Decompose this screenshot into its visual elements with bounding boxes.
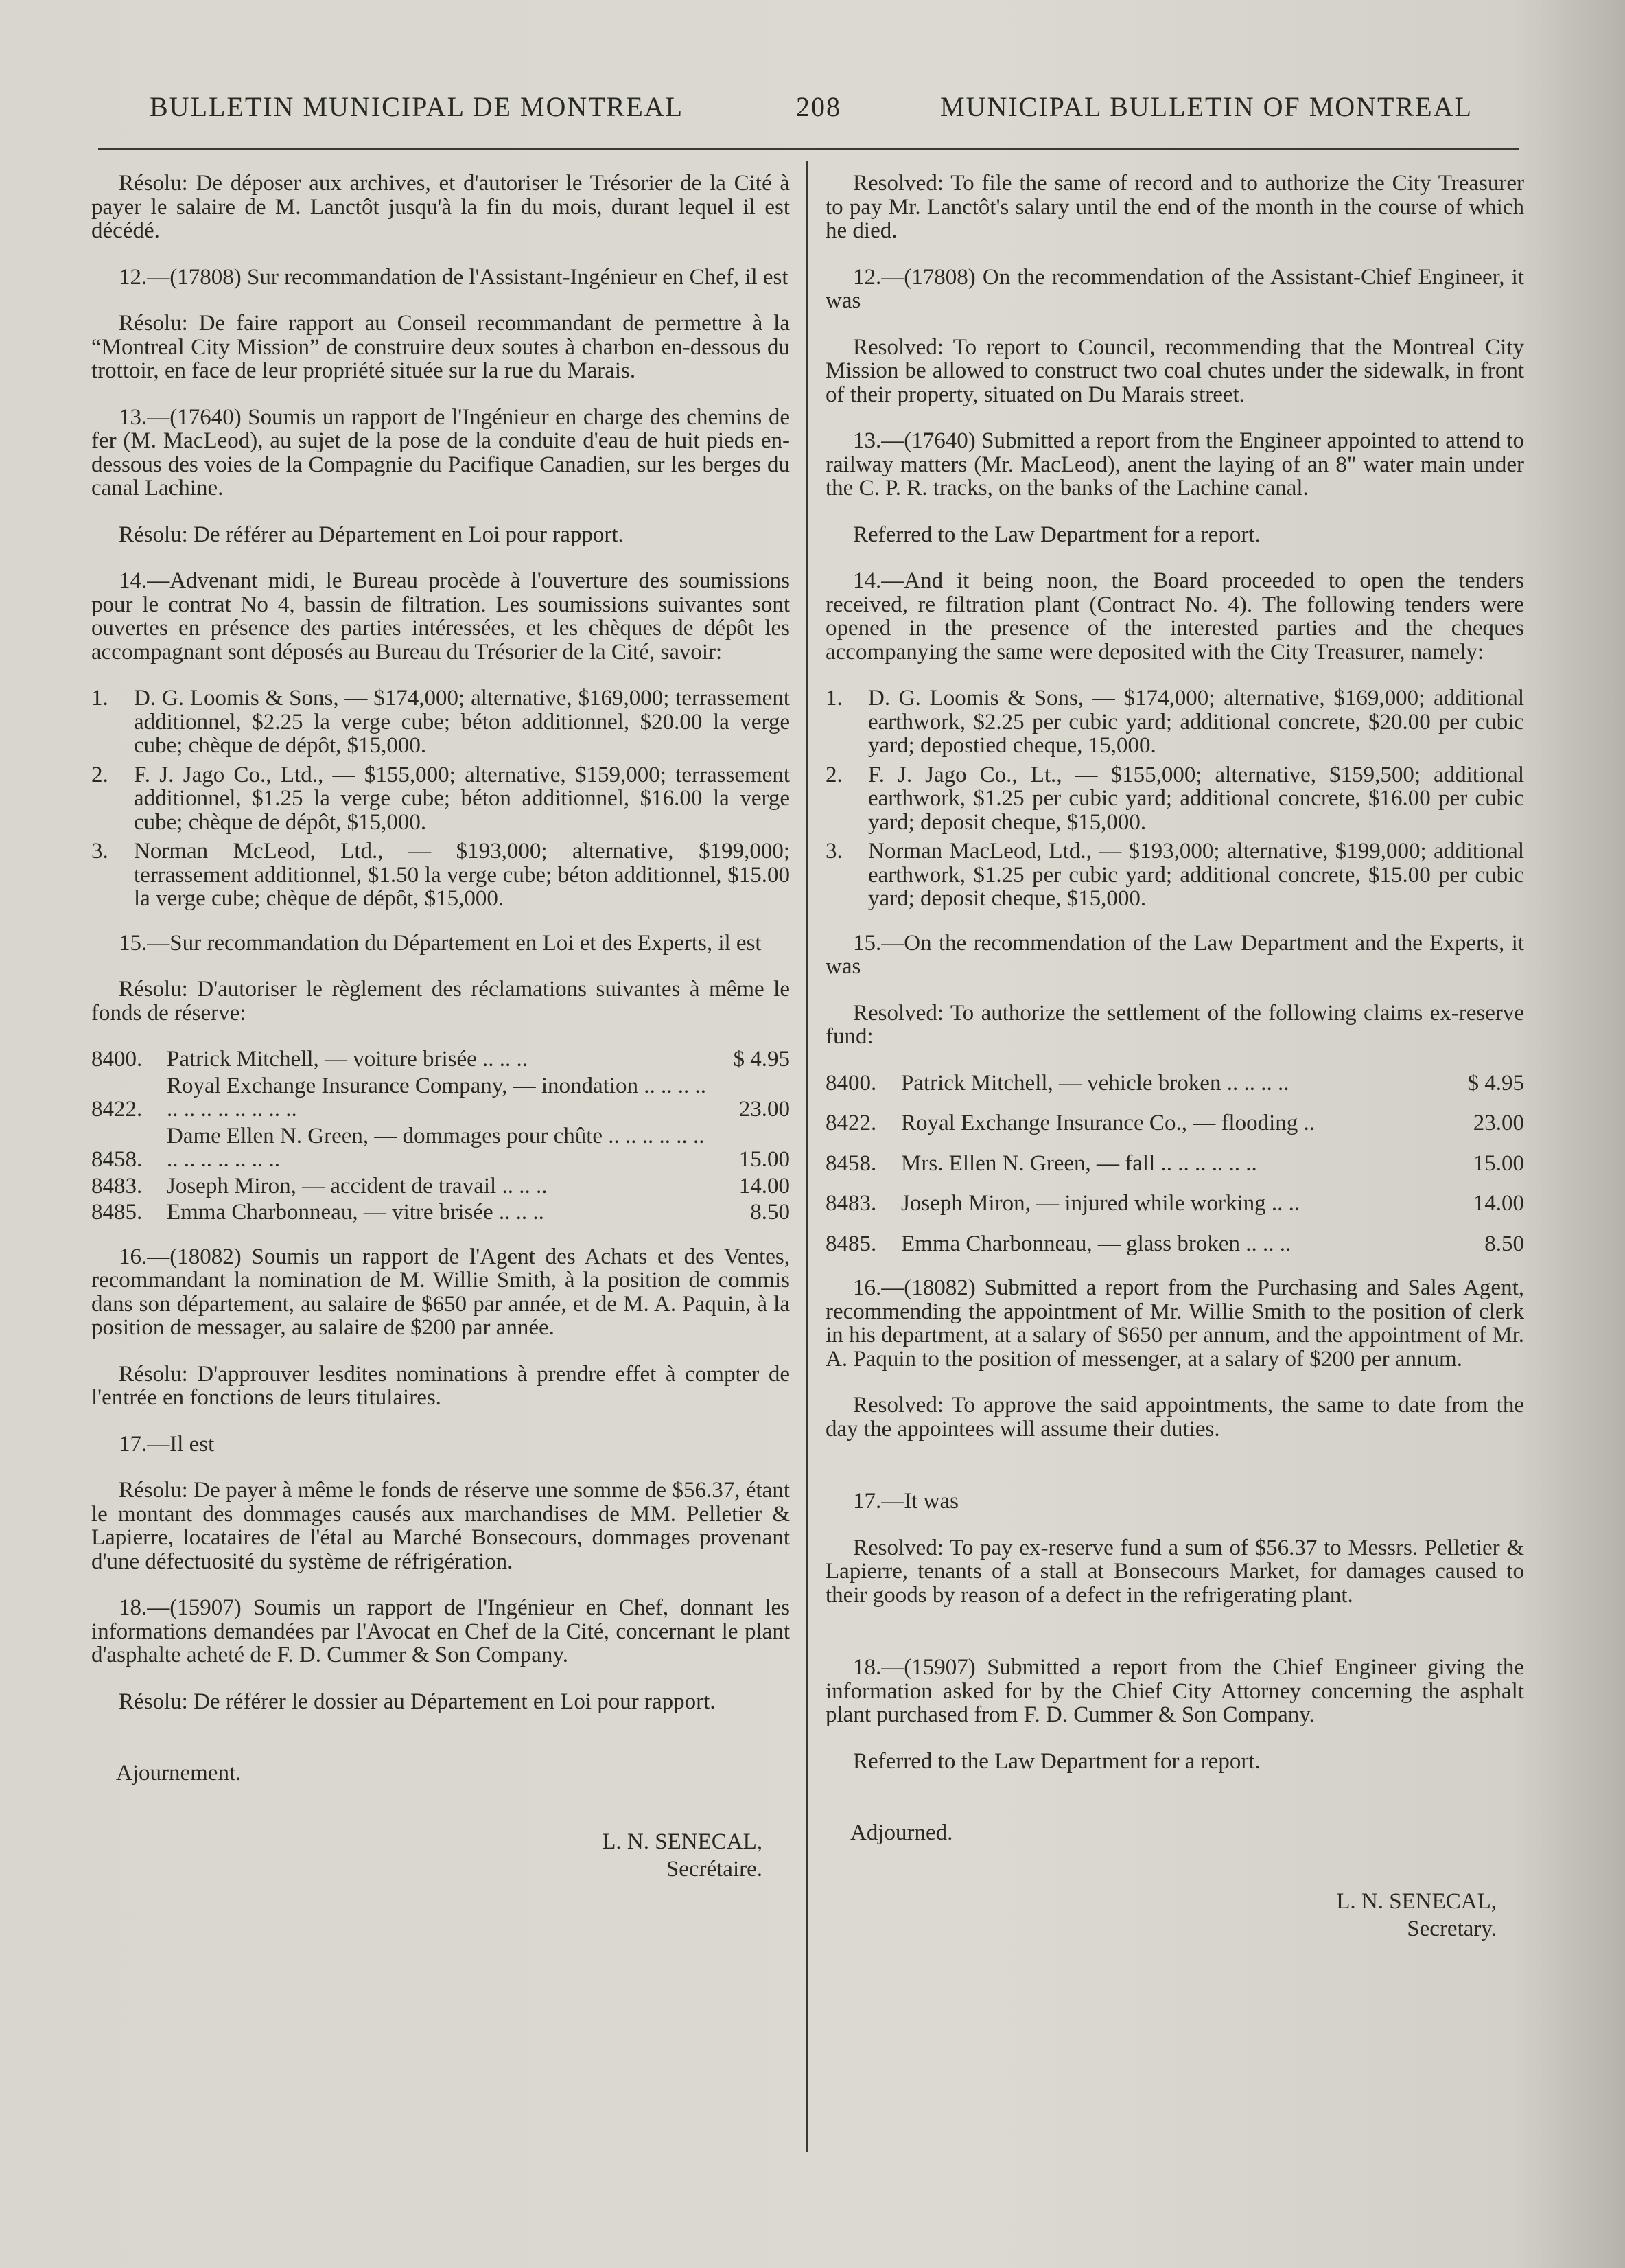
paragraph: Referred to the Law Department for a report. [853,1748,1261,1774]
tender-number: 3. [826,839,843,864]
claim-row [91,1074,790,1122]
claim-description: Emma Charbonneau, — vitre brisée .. .. .. [167,1200,544,1225]
claim-row [826,1192,1524,1216]
paragraph: Résolu: De déposer aux archives, et d'autoriser le Trésorier de la Cité à payer le salaire de M. Lanctôt jusqu'à la fin du mois, durant lequel il est décédé. [91,171,790,243]
paragraph: Resolved: To report to Council, recommending that the Montreal City Mission be allowed to construct two coal chutes under the sidewalk, in front of their property, situated on Du Marais street. [826,334,1524,407]
claim-description: Patrick Mitchell, — vehicle broken .. .. .. .. [901,1070,1289,1096]
claim-amount: $ 4.95 [733,1047,790,1072]
signature-title: Secrétaire. [666,1857,762,1882]
claim-number: 8400. [91,1047,143,1072]
paragraph: Résolu: De référer le dossier au Département en Loi pour rapport. [119,1689,716,1714]
tender-text: F. J. Jago Co., Lt., — $155,000; alternative, $159,500; additional earthwork, $1.25 per cubic yard; additional concrete, $16.00 per cubic yard; deposit cheque, $15,000. [868,762,1524,835]
claim-amount: 14.00 [738,1173,790,1199]
signature-title: Secretary. [1407,1917,1497,1941]
spacer [826,1630,1524,1656]
claim-number: 8422. [826,1111,877,1135]
paragraph: Résolu: D'autoriser le règlement des réclamations suivantes à même le fonds de réserve: [91,977,790,1026]
claim-number: 8400. [826,1070,877,1096]
claim-amount: 23.00 [1473,1111,1524,1135]
tender-list [826,686,1524,911]
page-number: 208 [796,91,841,122]
claim-row [826,1152,1524,1176]
tender-number: 3. [91,839,108,864]
paragraph: 16.—(18082) Soumis un rapport de l'Agent des Achats et des Ventes, recommandant la nomination de M. Willie Smith, à la position de commis dans son département, au salaire de $650 par année, et de M. A. Paquin, à la position de messager, au salaire de $200 par année. [91,1244,790,1340]
french-column [91,172,790,1882]
claim-number: 8485. [91,1200,143,1225]
claim-row [826,1232,1524,1256]
paragraph: Résolu: De payer à même le fonds de réserve une somme de $56.37, étant le montant des dommages causés aux marchandises de MM. Pelletier & Lapierre, locataires de l'étal au Marché Bonsecours, dommages provenant d'une défectuosité du système de réfrigération. [91,1478,790,1574]
claim-description: Royal Exchange Insurance Co., — flooding .. [901,1111,1316,1135]
claim-row [91,1174,790,1199]
paragraph: 12.—(17808) Sur recommandation de l'Assistant-Ingénieur en Chef, il est [119,264,788,290]
paragraph: Résolu: De référer au Département en Loi pour rapport. [119,522,624,547]
adjournment: Ajournement. [116,1761,242,1785]
paragraph: 14.—Advenant midi, le Bureau procède à l'ouverture des soumissions pour le contrat No 4, bassin de filtration. Les soumissions suivantes sont ouvertes en présence des parties intéressées, et les chèques de dépôt les accompagnant sont déposés au Bureau du Trésorier de la Cité, savoir: [91,568,790,664]
paragraph: 18.—(15907) Submitted a report from the Chief Engineer giving the information asked for by the Chief City Attorney concerning the asphalt plant purchased from F. D. Cummer & Son Company. [826,1655,1524,1727]
paragraph: 17.—It was [853,1489,959,1514]
paragraph: Résolu: De faire rapport au Conseil recommandant de permettre à la “Montreal City Mission” de construire deux soutes à charbon en-dessous du trottoir, en face de leur propriété située sur la rue du Marais. [91,311,790,383]
claim-description: Joseph Miron, — injured while working .. .. [901,1191,1300,1216]
tender-text: D. G. Loomis & Sons, — $174,000; alternative, $169,000; additional earthwork, $2.25 per cubic yard; additional concrete, $20.00 per cubic yard; depostied cheque, 15,000. [868,686,1524,758]
claim-description: Dame Ellen N. Green, — dommages pour chûte .. .. .. .. .. .. .. .. .. .. .. .. .. [167,1123,705,1172]
tender-text: D. G. Loomis & Sons, — $174,000; alternative, $169,000; terrassement additionnel, $2.25 la verge cube; béton additionnel, $20.00 la verge cube; chèque de dépôt, $15,000. [134,686,790,758]
claim-amount: 8.50 [750,1200,790,1225]
claim-amount: 15.00 [1473,1150,1524,1176]
signature-name: L. N. SENECAL, [1336,1888,1497,1914]
header-french-title: BULLETIN MUNICIPAL DE MONTREAL [150,91,684,122]
paragraph: Resolved: To approve the said appointments, the same to date from the day the appointees will assume their duties. [826,1393,1524,1442]
claim-row [91,1048,790,1072]
claim-description: Mrs. Ellen N. Green, — fall .. .. .. .. .. .. [901,1150,1257,1176]
claim-amount: 14.00 [1473,1191,1524,1216]
english-column [826,172,1524,1941]
tender-item [91,840,790,911]
tender-list [91,686,790,911]
claim-amount: 8.50 [1484,1231,1524,1256]
claim-number: 8458. [91,1147,143,1172]
paragraph: Resolved: To file the same of record and to authorize the City Treasurer to pay Mr. Lanctôt's salary until the end of the month in the course of which he died. [826,171,1524,243]
paragraph: 12.—(17808) On the recommendation of the Assistant-Chief Engineer, it was [826,264,1524,313]
tender-item [826,763,1524,835]
claim-description: Patrick Mitchell, — voiture brisée .. .. .. [167,1047,528,1072]
paragraph: 15.—On the recommendation of the Law Department and the Experts, it was [826,930,1524,979]
tender-item [91,763,790,835]
tender-text: Norman McLeod, Ltd., — $193,000; alternative, $199,000; terrassement additionnel, $1.50 la verge cube; béton additionnel, $15.00 la verge cube; chèque de dépôt, $15,000. [134,839,790,911]
paragraph: 16.—(18082) Submitted a report from the Purchasing and Sales Agent, recommending the appointment of Mr. Willie Smith to the position of clerk in his department, at a salary of $650 per annum, and the appointment of Mr. A. Paquin to the position of messenger, at a salary of $200 per annum. [826,1275,1524,1372]
adjournment: Adjourned. [850,1820,953,1845]
claim-number: 8485. [826,1231,877,1256]
paragraph: Resolved: To pay ex-reserve fund a sum of $56.37 to Messrs. Pelletier & Lapierre, tenants of a stall at Bonsecours Market, for damages caused to their goods by reason of a defect in the refrigerating plant. [826,1535,1524,1608]
claim-amount: $ 4.95 [1467,1070,1524,1096]
tender-item [91,686,790,758]
paragraph: 18.—(15907) Soumis un rapport de l'Ingénieur en Chef, donnant les informations demandées par l'Avocat en Chef de la Cité, concernant le plant d'asphalte acheté de F. D. Cummer & Son Company. [91,1595,790,1667]
paragraph: 17.—Il est [119,1431,215,1457]
paragraph: Referred to the Law Department for a report. [853,522,1261,547]
tender-number: 1. [91,686,108,710]
claims-list [91,1048,790,1225]
claim-amount: 23.00 [738,1097,790,1122]
paragraph: Resolved: To authorize the settlement of the following claims ex-reserve fund: [826,1000,1524,1049]
claim-amount: 15.00 [738,1147,790,1172]
paragraph: 13.—(17640) Submitted a report from the Engineer appointed to attend to railway matters (Mr. MacLeod), anent the laying of an 8" water main under the C. P. R. tracks, on the banks of the Lachine canal. [826,428,1524,500]
paragraph: 15.—Sur recommandation du Département en Loi et des Experts, il est [119,930,762,956]
paragraph: Résolu: D'approuver lesdites nominations à prendre effet à compter de l'entrée en fonctions de leurs titulaires. [91,1361,790,1410]
claim-description: Royal Exchange Insurance Company, — inondation .. .. .. .. .. .. .. .. .. .. .. .. [167,1073,707,1122]
tender-text: Norman MacLeod, Ltd., — $193,000; alternative, $199,000; additional earthwork, $1.25 per cubic yard; additional concrete, $15.00 per cubic yard; deposit cheque, $15,000. [868,839,1524,911]
claims-list [826,1072,1524,1256]
claim-number: 8483. [91,1173,143,1199]
claim-row [91,1124,790,1172]
tender-text: F. J. Jago Co., Ltd., — $155,000; alternative, $159,000; terrassement additionnel, $1.25 la verge cube; béton additionnel, $16.00 la verge cube; chèque de dépôt, $15,000. [134,762,790,835]
column-divider [806,161,808,2152]
header-english-title: MUNICIPAL BULLETIN OF MONTREAL [940,91,1473,122]
tender-number: 2. [826,762,843,787]
signature-block [826,1890,1524,1941]
claim-number: 8483. [826,1191,877,1216]
header-rule [98,148,1519,150]
claim-row [91,1201,790,1225]
claim-row [826,1072,1524,1096]
claim-row [826,1111,1524,1135]
paragraph: 14.—And it being noon, the Board proceeded to open the tenders received, re filtration plant (Contract No. 4). The following tenders were opened in the presence of the interested parties and the cheques accompanying the same were deposited with the City Treasurer, namely: [826,568,1524,664]
spacer [826,1463,1524,1490]
claim-number: 8422. [91,1097,143,1122]
signature-name: L. N. SENECAL, [602,1829,762,1854]
claim-description: Emma Charbonneau, — glass broken .. .. .. [901,1231,1291,1256]
tender-number: 2. [91,762,108,787]
tender-number: 1. [826,686,843,710]
signature-block [91,1830,790,1882]
tender-item [826,840,1524,911]
claim-number: 8458. [826,1150,877,1176]
tender-item [826,686,1524,758]
claim-description: Joseph Miron, — accident de travail .. .. .. [167,1173,548,1199]
paragraph: 13.—(17640) Soumis un rapport de l'Ingénieur en charge des chemins de fer (M. MacLeod), au sujet de la pose de la conduite d'eau de huit pieds en-dessous des voies de la Compagnie du Pacifique Canadien, sur les berges du canal Lachine. [91,404,790,500]
